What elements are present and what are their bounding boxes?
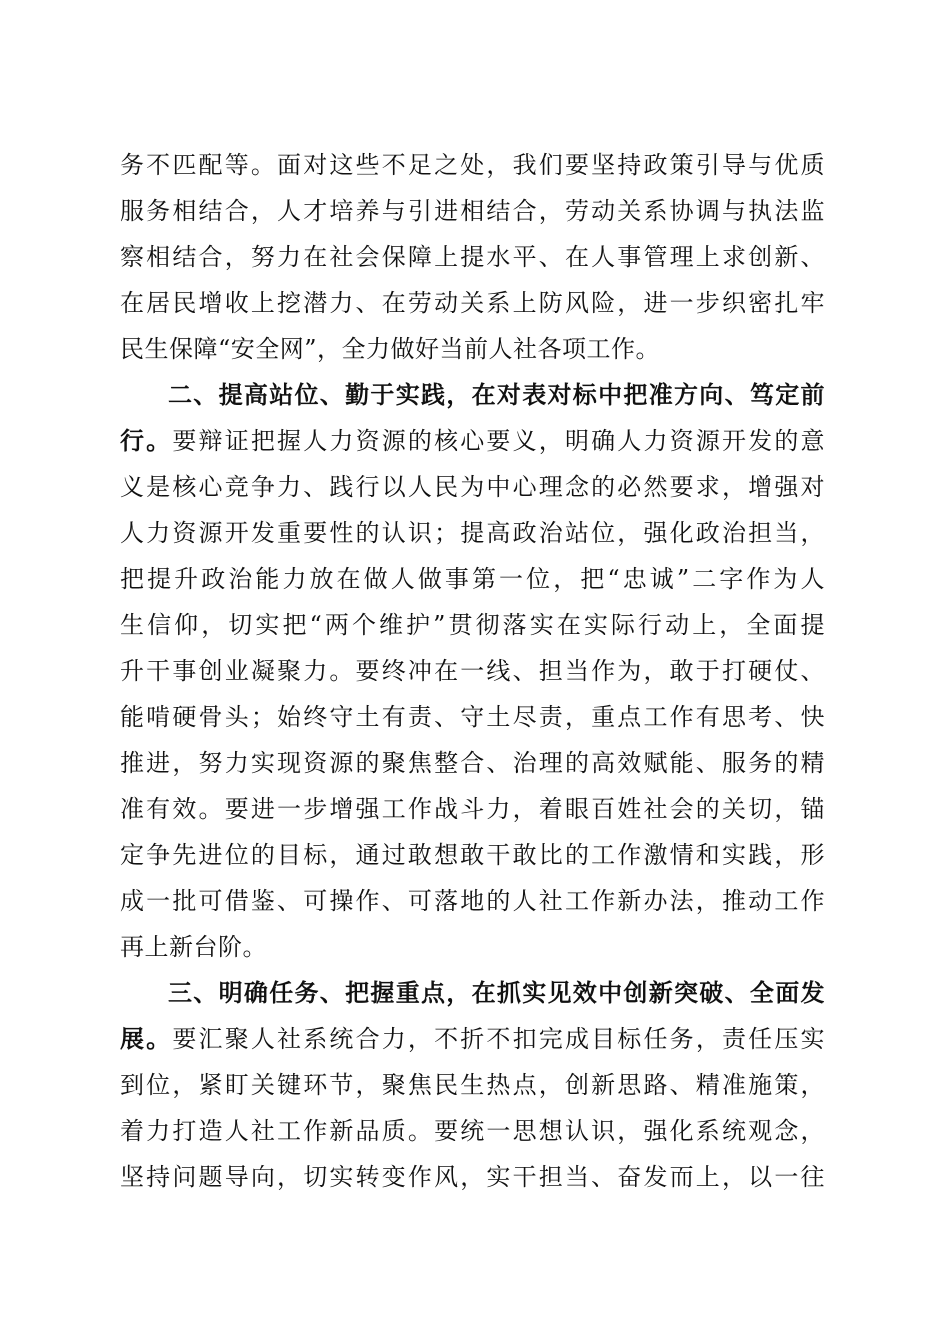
text-line: 升干事创业凝聚力。要终冲在一线、担当作为，敢于打硬仗、 (120, 657, 825, 685)
text-line: 生信仰，切实把“两个维护”贯彻落实在实际行动上，全面提 (120, 611, 825, 639)
text-line: 再上新台阶。 (120, 933, 267, 961)
text-line: 人力资源开发重要性的认识；提高政治站位，强化政治担当， (120, 519, 825, 547)
text-line: 义是核心竞争力、践行以人民为中心理念的必然要求，增强对 (120, 473, 825, 501)
heading-text: 三、明确任务、把握重点，在抓实见效中创新突破、全面发 (168, 979, 825, 1007)
text-line (120, 1024, 825, 1054)
body-text: 要汇聚人社系统合力，不折不扣完成目标任务，责任压实 (172, 1025, 826, 1053)
text-line: 务不匹配等。面对这些不足之处，我们要坚持政策引导与优质 (120, 151, 825, 179)
text-line: 坚持问题导向，切实转变作风，实干担当、奋发而上，以一往 (120, 1163, 825, 1191)
text-line: 成一批可借鉴、可操作、可落地的人社工作新办法，推动工作 (120, 887, 825, 915)
section-heading-3 (168, 978, 825, 1008)
text-line: 民生保障“安全网”，全力做好当前人社各项工作。 (120, 335, 661, 363)
text-line: 定争先进位的目标，通过敢想敢干敢比的工作激情和实践，形 (120, 841, 825, 869)
text-line: 推进，努力实现资源的聚焦整合、治理的高效赋能、服务的精 (120, 749, 825, 777)
text-line: 察相结合，努力在社会保障上提水平、在人事管理上求创新、 (120, 243, 825, 271)
text-line: 准有效。要进一步增强工作战斗力，着眼百姓社会的关切，锚 (120, 795, 825, 823)
body-text: 要辩证把握人力资源的核心要义，明确人力资源开发的意 (172, 427, 826, 455)
text-line: 服务相结合，人才培养与引进相结合，劳动关系协调与执法监 (120, 197, 825, 225)
text-line (120, 426, 825, 456)
text-line: 到位，紧盯关键环节，聚焦民生热点，创新思路、精准施策， (120, 1071, 825, 1099)
text-line: 着力打造人社工作新品质。要统一思想认识，强化系统观念， (120, 1117, 825, 1145)
text-line: 能啃硬骨头；始终守土有责、守土尽责，重点工作有思考、快 (120, 703, 825, 731)
heading-text: 展。 (120, 1025, 173, 1053)
text-line: 把提升政治能力放在做人做事第一位，把“忠诚”二字作为人 (120, 565, 825, 593)
heading-text: 二、提高站位、勤于实践，在对表对标中把准方向、笃定前 (168, 381, 825, 409)
text-line: 在居民增收上挖潜力、在劳动关系上防风险，进一步织密扎牢 (120, 289, 825, 317)
section-heading-2 (168, 380, 825, 410)
heading-text: 行。 (120, 427, 173, 455)
